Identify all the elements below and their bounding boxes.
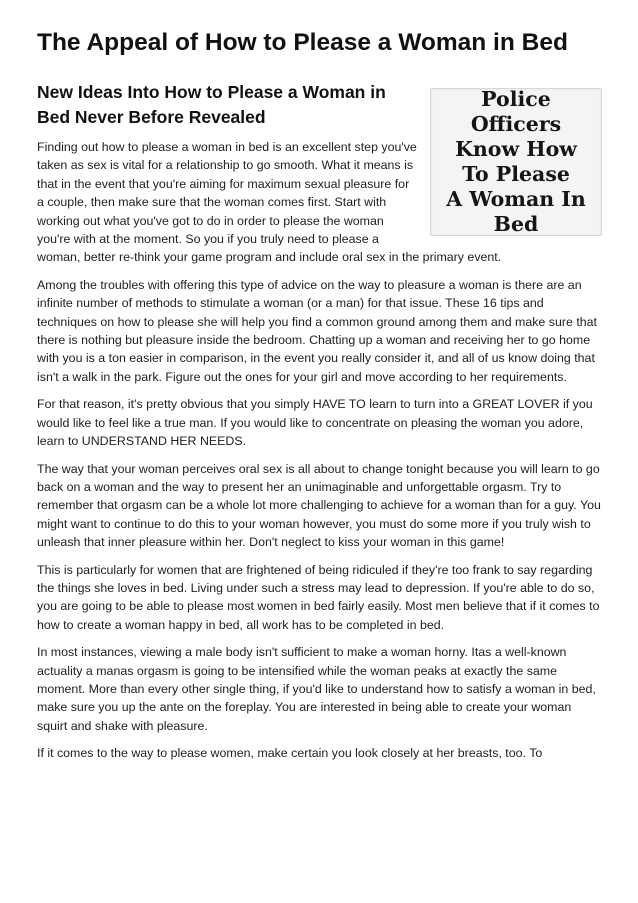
image-text-line: A Woman In xyxy=(446,187,586,211)
image-text-line: Bed xyxy=(493,212,539,236)
image-text-line: Officers xyxy=(470,112,562,136)
body-paragraph: If it comes to the way to please women, make certain you look closely at her breasts, too. To xyxy=(37,746,543,761)
body-paragraph: This is particularly for women that are frightened of being ridiculed if they're too frank to say regarding the things she loves in bed. Living under such a stress may lead to depression. If you're able to do so, you are going to be able to please most women in bed fairly easily. Most men believe that if it comes to how to create a woman happy in bed, all work has to be completed in bed. xyxy=(37,562,600,632)
body-paragraph: Finding out how to please a woman in bed is an excellent step you've taken as sex is vital for a relationship to go smooth. What it means is that in the event that you're aiming for maximum sexual pleasure for a couple, then make sure that the woman comes first. Start with working out what you've got to do in order to please the woman you're with at the moment. So you if you truly need to please a woman, better re-think your game program and include oral sex in the primary event. xyxy=(37,140,502,265)
body-paragraph: Among the troubles with offering this type of advice on the way to pleasure a woman is there are an infinite number of methods to stimulate a woman (or a man) for that issue. These 16 tips and techniques on how to please she will help you find a common ground among them and make sure that there is nothing but pleasure inside the bedroom. Chatting up a woman and receiving her to go home with you is a ton easier in comparison, in the event you really consider it, and all of us know doing that isn't a walk in the park. Figure out the ones for your girl and move according to her requirements. xyxy=(37,277,597,384)
article-image xyxy=(430,88,602,236)
image-text-line: To Please xyxy=(462,162,570,186)
image-text-line: Police xyxy=(481,87,551,111)
body-paragraph: In most instances, viewing a male body isn't sufficient to make a woman horny. Itas a well-known actuality a manas orgasm is going to be intensified while the woman peaks at exactly the same moment. More than every other single thing, if you'd like to understand how to satisfy a woman in bed, make sure you up the ante on the foreplay. You are interested in being able to create your woman squirt and shake with pleasure. xyxy=(37,645,596,733)
body-paragraph: The way that your woman perceives oral sex is all about to change tonight because you will learn to go back on a woman and the way to present her an unimaginable and unforgettable orgasm. Try to remember that orgasm can be a whole lot more challenging to achieve for a woman than for a guy. You might want to continue to do this to your woman however, you must do some more if you truly wish to unleash that inner pleasure within her. Don't neglect to kiss your woman in this game! xyxy=(37,461,601,550)
image-text-line: Know How xyxy=(455,137,577,161)
body-paragraph: For that reason, it's pretty obvious that you simply HAVE TO learn to turn into a GREAT LOVER if you would like to feel like a true man. If you would like to concentrate on pleasing the woman you adore, learn to UNDERSTAND HER NEEDS. xyxy=(37,397,593,449)
page-title: The Appeal of How to Please a Woman in Bed xyxy=(37,29,568,56)
section-heading: New Ideas Into How to Please a Woman in Bed Never Before Revealed xyxy=(37,82,386,127)
document-page xyxy=(37,26,602,772)
